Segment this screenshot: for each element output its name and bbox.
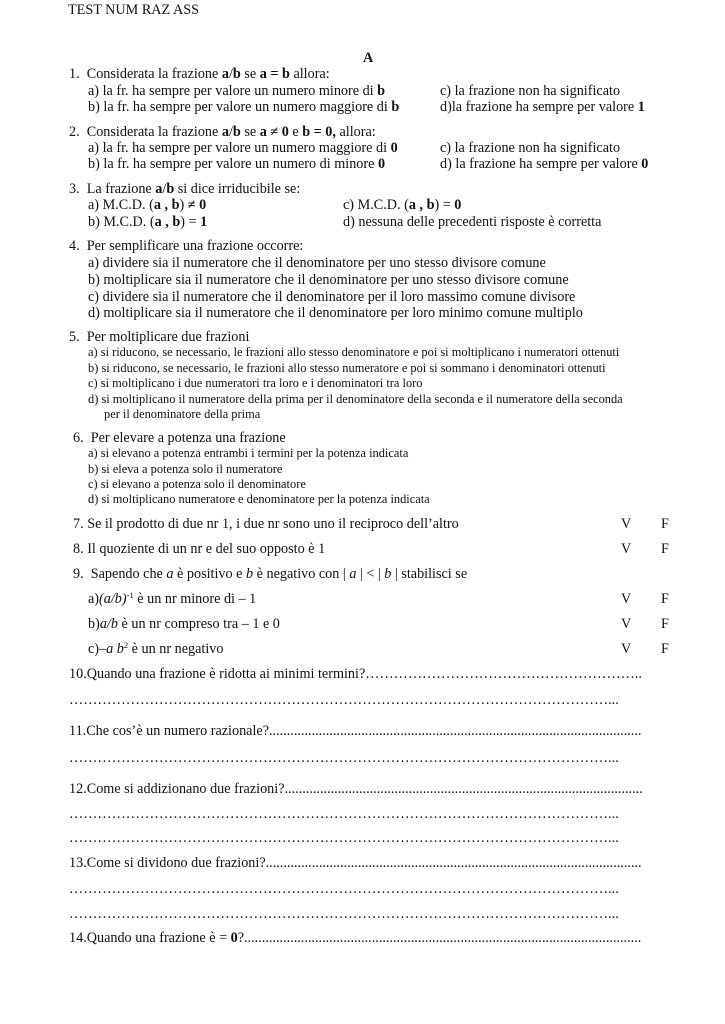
q5-option-d: d) si moltiplicano il numeratore della prima per il denominatore della seconda e il numeratore della seconda [88, 392, 623, 406]
q6-option-b: b) si eleva a potenza solo il numeratore [88, 462, 283, 476]
question-7: 7. Se il prodotto di due nr 1, i due nr sono uno il reciproco dell’altro [73, 516, 459, 532]
q11-answer-line-1[interactable]: ……………………………………………………………………………………………………... [69, 750, 619, 766]
q1-option-d: d)la frazione ha sempre per valore 1 [440, 99, 645, 115]
q6-option-a: a) si elevano a potenza entrambi i termini per la potenza indicata [88, 446, 409, 460]
q12-answer-line-1[interactable]: ……………………………………………………………………………………………………... [69, 806, 619, 822]
q5-option-a: a) si riducono, se necessario, le frazioni allo stesso denominatore e poi si moltiplicano i numeratori ottenuti [88, 345, 620, 359]
question-9: 9. Sapendo che a è positivo e b è negativo con | a | < | b | stabilisci se [73, 566, 468, 582]
question-11: 11.Che cos’è un numero razionale?......................................................................................................... [69, 723, 642, 739]
q9-option-a: $a)(a/b)^{-1}$ è un nr minore di – 1 [88, 590, 257, 607]
q9a-false-option[interactable]: F [661, 591, 669, 607]
q9c-false-option[interactable]: F [661, 641, 669, 657]
q6-option-c: c) si elevano a potenza solo il denominatore [88, 477, 306, 491]
q9-option-b: b)a/b è un nr compreso tra – 1 e 0 [88, 616, 280, 632]
q9-option-c: c)–a $b^2$ è un nr negativo [88, 640, 224, 657]
q8-false-option[interactable]: F [661, 541, 669, 557]
q2-option-b: b) la fr. ha sempre per valore un numero di minore 0 [88, 156, 386, 172]
q1-option-c: c) la frazione non ha significato [440, 83, 621, 99]
q3-option-b: b) M.C.D. (a , b) = 1 [88, 214, 208, 230]
question-1: 1. Considerata la frazione a/b se a = b allora: [69, 66, 330, 82]
q13-answer-line-1[interactable]: ……………………………………………………………………………………………………... [69, 881, 619, 897]
q13-answer-line-2[interactable]: ……………………………………………………………………………………………………... [69, 906, 619, 922]
question-4: 4. Per semplificare una frazione occorre: [69, 238, 304, 254]
q8-true-option[interactable]: V [621, 541, 632, 557]
q9b-false-option[interactable]: F [661, 616, 669, 632]
q2-option-a: a) la fr. ha sempre per valore un numero maggiore di 0 [88, 140, 398, 156]
q6-option-d: d) si moltiplicano numeratore e denominatore per la potenza indicata [88, 492, 430, 506]
q4-option-c: c) dividere sia il numeratore che il denominatore per il loro massimo comune divisore [88, 289, 576, 305]
question-12: 12.Come si addizionano due frazioni?..................................................................................................... [69, 781, 643, 797]
question-10: 10.Quando una frazione è ridotta ai minimi termini?………………………………………………….. [69, 666, 642, 682]
q1-option-b: b) la fr. ha sempre per valore un numero maggiore di b [88, 99, 400, 115]
q4-option-a: a) dividere sia il numeratore che il denominatore per uno stesso divisore comune [88, 255, 546, 271]
q9a-true-option[interactable]: V [621, 591, 632, 607]
question-8: 8. Il quoziente di un nr e del suo opposto è 1 [73, 541, 326, 557]
q4-option-b: b) moltiplicare sia il numeratore che il denominatore per uno stesso divisore comune [88, 272, 569, 288]
q1-option-a: a) la fr. ha sempre per valore un numero minore di b [88, 83, 386, 99]
q9c-true-option[interactable]: V [621, 641, 632, 657]
q3-option-d: d) nessuna delle precedenti risposte è corretta [343, 214, 602, 230]
question-2: 2. Considerata la frazione a/b se a ≠ 0 e b = 0, allora: [69, 124, 376, 140]
q7-false-option[interactable]: F [661, 516, 669, 532]
q9b-true-option[interactable]: V [621, 616, 632, 632]
question-14: 14.Quando una frazione è = 0?................................................................................................................ [69, 930, 642, 946]
q5-option-c: c) si moltiplicano i due numeratori tra loro e i denominatori tra loro [88, 376, 423, 390]
q3-option-c: c) M.C.D. (a , b) = 0 [343, 197, 462, 213]
q10-answer-line-1[interactable]: ……………………………………………………………………………………………………... [69, 692, 619, 708]
q3-option-a: a) M.C.D. (a , b) ≠ 0 [88, 197, 207, 213]
q2-option-c: c) la frazione non ha significato [440, 140, 621, 156]
q12-answer-line-2[interactable]: ……………………………………………………………………………………………………... [69, 830, 619, 846]
q5-option-b: b) si riducono, se necessario, le frazioni allo stesso numeratore e poi si sommano i denominatori ottenuti [88, 361, 606, 375]
section-label: A [363, 50, 374, 66]
question-13: 13.Come si dividono due frazioni?.......................................................................................................... [69, 855, 642, 871]
question-5: 5. Per moltiplicare due frazioni [69, 329, 250, 345]
question-6: 6. Per elevare a potenza una frazione [73, 430, 286, 446]
q7-true-option[interactable]: V [621, 516, 632, 532]
q2-option-d: d) la frazione ha sempre per valore 0 [440, 156, 649, 172]
q5-option-d-continuation: per il denominatore della prima [104, 407, 261, 421]
document-header: TEST NUM RAZ ASS [68, 2, 199, 18]
q4-option-d: d) moltiplicare sia il numeratore che il denominatore per loro minimo comune multiplo [88, 305, 583, 321]
question-3: 3. La frazione a/b si dice irriducibile se: [69, 181, 301, 197]
